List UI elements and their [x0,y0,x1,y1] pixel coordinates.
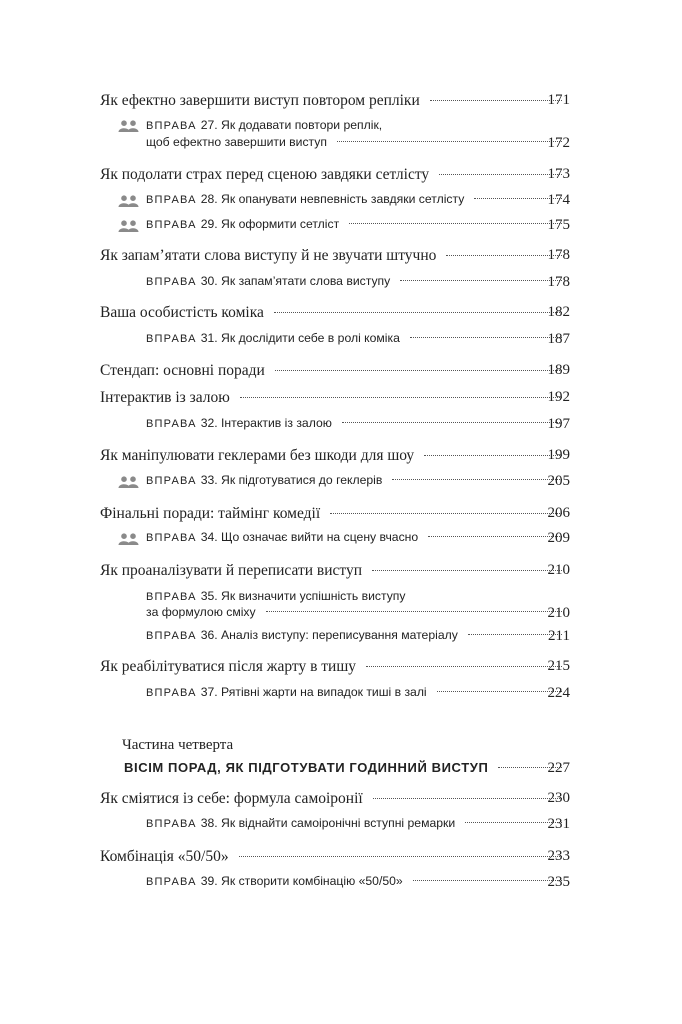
exercise-word: ВПРАВА [146,276,197,288]
exercise-word: ВПРАВА [146,532,197,544]
exercise-word: ВПРАВА [146,630,197,642]
chapter-title: Як маніпулювати геклерами без шкоди для шоу [100,447,415,464]
exercise-first-line [146,118,382,132]
chapter-title: Комбінація «50/50» [100,848,229,865]
dot-leader [366,666,562,667]
toc-exercise [0,628,682,650]
dot-leader [373,798,562,799]
dot-leader [413,880,562,881]
toc-chapter [0,790,682,812]
dot-leader [337,141,562,142]
exercise-word: ВПРАВА [146,418,197,430]
toc-exercise [0,331,682,353]
exercise-word: ВПРАВА [146,333,197,345]
page-number: 206 [547,505,570,521]
exercise-word: ВПРАВА [146,219,197,231]
chapter-title: Як запам’ятати слова виступу й не звучати штучно [100,247,437,264]
dot-leader [330,513,562,514]
exercise-title [146,816,455,830]
dot-leader [239,856,562,857]
page-number: 178 [547,247,570,263]
page-number: 224 [547,685,570,701]
exercise-title [146,331,400,345]
exercise-number: 32. [200,416,218,430]
page-number: 231 [547,816,570,832]
toc-exercise [0,530,682,552]
chapter-title: Фінальні поради: таймінг комедії [100,505,321,522]
toc-chapter [0,362,682,384]
chapter-title: Як ефектно завершити виступ повтором репліки [100,92,420,109]
group-exercise-icon [118,120,140,132]
exercise-word: ВПРАВА [146,591,197,603]
page-number: 205 [547,473,570,489]
exercise-title [146,685,427,699]
exercise-number: 31. [200,331,218,345]
exercise-number: 29. [200,217,218,231]
exercise-number: 34. [200,530,218,544]
page-number: 210 [547,605,570,621]
exercise-text: Як дослідити себе в ролі коміка [221,331,400,345]
exercise-text: Інтерактив із залою [221,416,332,430]
chapter-title: Інтерактив із залою [100,389,230,406]
part-title [0,760,682,782]
exercise-title-continued: щоб ефектно завершити виступ [146,135,327,149]
dot-leader [275,370,562,371]
page-number: 197 [547,416,570,432]
page-number: 187 [547,331,570,347]
page-number: 215 [547,658,570,674]
page-number: 173 [547,166,570,182]
exercise-word: ВПРАВА [146,818,197,830]
dot-leader [424,455,562,456]
toc-exercise [0,416,682,438]
exercise-title-continued: за формулою сміху [146,605,256,619]
dot-leader [274,312,562,313]
part-title-text: ВІСІМ ПОРАД, ЯК ПІДГОТУВАТИ ГОДИННИЙ ВИСТУП [124,760,489,775]
toc-chapter [0,658,682,680]
page-number: 211 [548,628,570,644]
page-number: 189 [547,362,570,378]
exercise-text: Як опанувати невпевність завдяки сетлісту [221,192,465,206]
chapter-title: Як сміятися із себе: формула самоіронії [100,790,363,807]
dot-leader [342,422,562,423]
toc-chapter [0,389,682,411]
dot-leader [240,397,562,398]
exercise-text: Як оформити сетліст [221,217,340,231]
toc-exercise [0,605,682,627]
exercise-number: 37. [200,685,218,699]
chapter-title: Як проаналізувати й переписати виступ [100,562,363,579]
exercise-number: 36. [200,628,218,642]
toc-exercise [0,274,682,296]
toc-chapter [0,562,682,584]
chapter-title: Ваша особистість коміка [100,304,264,321]
toc-chapter [0,505,682,527]
dot-leader [437,691,562,692]
page-number: 233 [547,848,570,864]
dot-leader [439,174,562,175]
exercise-number: 33. [200,473,218,487]
part-label: Частина четверта [122,737,234,753]
exercise-text: Як віднайти самоіронічні вступні ремарки [221,816,456,830]
toc-exercise [0,217,682,239]
exercise-title [146,217,339,231]
exercise-number: 35. [200,589,218,603]
toc-exercise [0,816,682,838]
dot-leader [430,100,562,101]
exercise-word: ВПРАВА [146,876,197,888]
exercise-title [146,274,390,288]
toc-chapter [0,92,682,114]
page-number: 227 [547,760,570,776]
exercise-text: Як запам’ятати слова виступу [221,274,391,288]
toc-exercise [0,135,682,157]
exercise-text: Як створити комбінацію «50/50» [221,874,403,888]
exercise-word: ВПРАВА [146,475,197,487]
page-number: 209 [547,530,570,546]
page-number: 230 [547,790,570,806]
exercise-title [146,416,332,430]
toc-chapter [0,848,682,870]
page-number: 172 [547,135,570,151]
page-number: 235 [547,874,570,890]
toc-chapter [0,166,682,188]
dot-leader [446,255,562,256]
page-number: 174 [547,192,570,208]
dot-leader [372,570,562,571]
toc-exercise [0,874,682,896]
page-number: 210 [547,562,570,578]
exercise-first-line [146,589,405,603]
page-number: 171 [547,92,570,108]
dot-leader [410,337,562,338]
exercise-word: ВПРАВА [146,120,197,132]
exercise-text: Що означає вийти на сцену вчасно [221,530,419,544]
exercise-number: 28. [200,192,218,206]
exercise-word: ВПРАВА [146,687,197,699]
exercise-number: 38. [200,816,218,830]
exercise-title [146,192,464,206]
toc-exercise [0,473,682,495]
exercise-title [146,473,382,487]
exercise-title: Як визначити успішність виступу [221,589,406,603]
chapter-title: Як подолати страх перед сценою завдяки сетлісту [100,166,430,183]
page-number: 178 [547,274,570,290]
page-number: 192 [547,389,570,405]
dot-leader [400,280,562,281]
exercise-number: 27. [200,118,218,132]
exercise-title [146,530,418,544]
toc-chapter [0,304,682,326]
dot-leader [392,479,562,480]
dot-leader [349,223,562,224]
page-number: 182 [547,304,570,320]
page-number: 199 [547,447,570,463]
chapter-title: Як реабілітуватися після жарту в тишу [100,658,357,675]
dot-leader [266,611,562,612]
exercise-title [146,628,458,642]
toc-exercise [0,192,682,214]
toc-chapter [0,247,682,269]
dot-leader [428,536,562,537]
chapter-title: Стендап: основні поради [100,362,265,379]
exercise-text: Рятівні жарти на випадок тиші в залі [221,685,427,699]
exercise-number: 39. [200,874,218,888]
toc-exercise [0,685,682,707]
exercise-word: ВПРАВА [146,194,197,206]
exercise-text: Як підготуватися до геклерів [221,473,383,487]
exercise-title [146,874,403,888]
exercise-number: 30. [200,274,218,288]
exercise-text: Аналіз виступу: переписування матеріалу [221,628,458,642]
page-number: 175 [547,217,570,233]
toc-chapter [0,447,682,469]
exercise-title: Як додавати повтори реплік, [221,118,383,132]
